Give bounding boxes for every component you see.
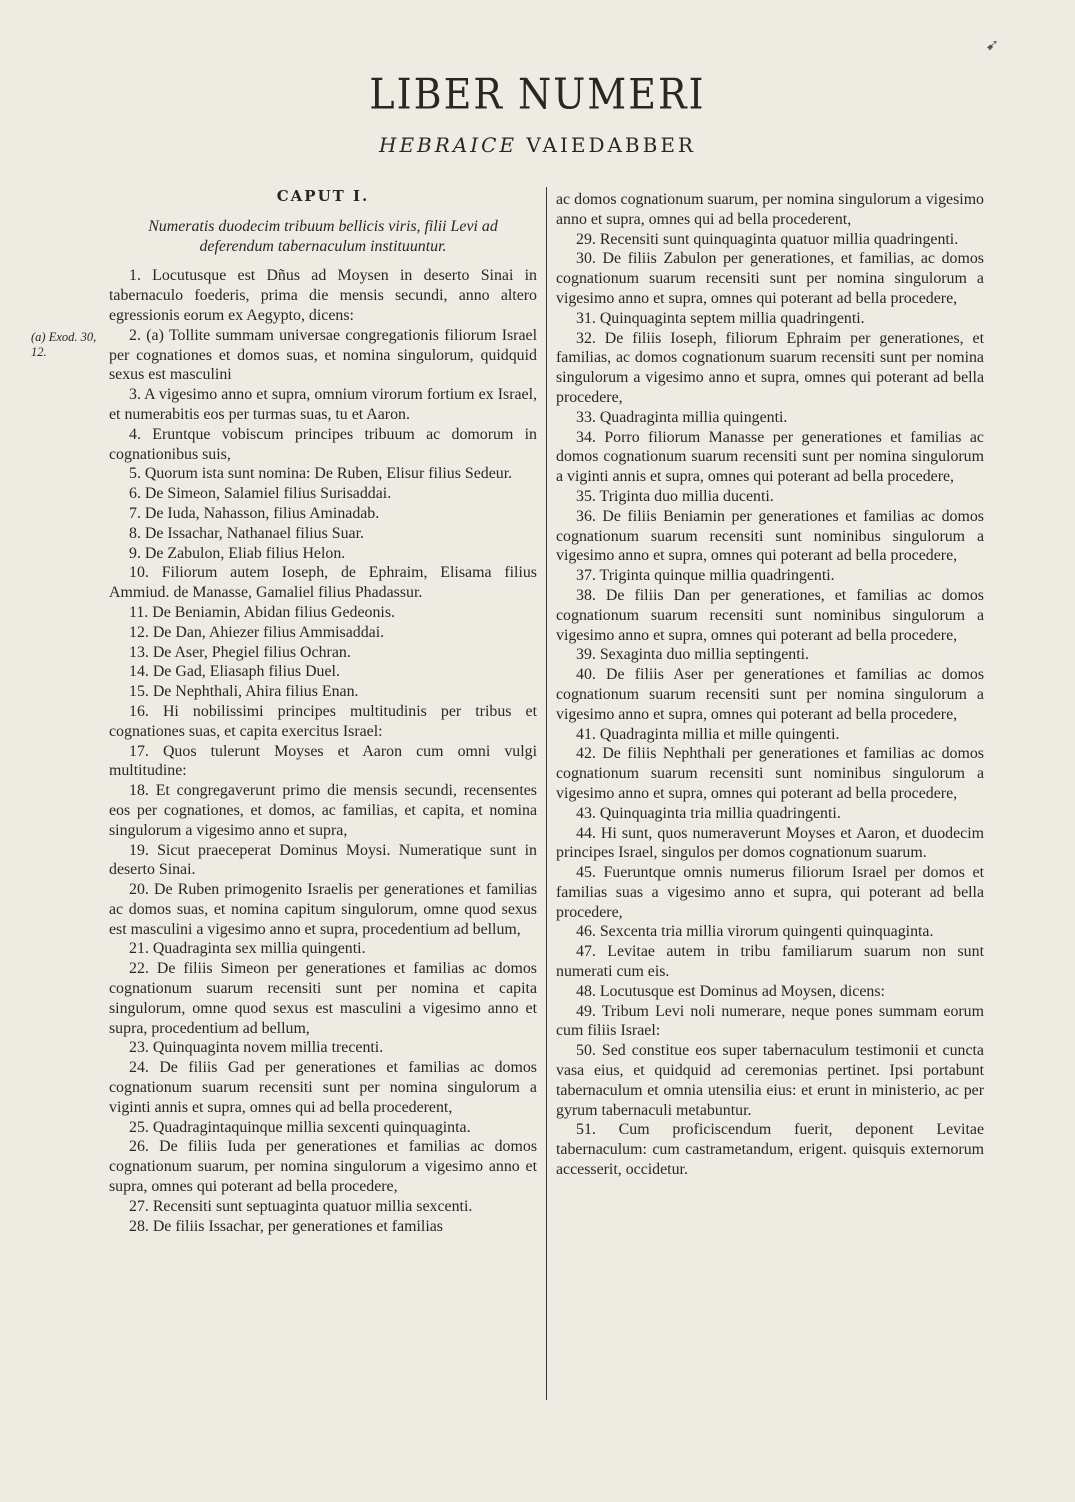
left-column-body [109,266,537,1236]
verse-paragraph: 6. De Simeon, Salamiel filius Surisaddai. [129,485,392,503]
verse-paragraph: 38. De filiis Dan per generationes, et familias ac domos cognationum suarum recensiti sunt nominibus singulorum a vigesimo anno et supra, omnes qui poterant ad bella procedere, [556,586,984,644]
verse-paragraph: 34. Porro filiorum Manasse per generationes et familias ac domos cognationum suarum recensiti sunt per nomina singulorum a viginti annis et supra, omnes qui poterant ad bella procedere, [556,428,984,486]
corner-mark: ➹ [985,35,999,54]
verse-paragraph: 18. Et congregaverunt primo die mensis secundi, recensentes eos per cognationes, et domos, ac familias, et capita, et nomina singulorum a vigesimo anno et supra, [109,782,537,839]
verse-paragraph: 40. De filiis Aser per generationes et familias ac domos cognationum suarum recensiti sunt per nomina singulorum a vigesimo anno et supra, omnes qui poterant ad bella procedere, [556,666,984,723]
chapter-heading: CAPUT I. [276,187,370,205]
verse-paragraph: 25. Quadragintaquinque millia sexcenti quinquaginta. [129,1118,471,1136]
verse-paragraph: 5. Quorum ista sunt nomina: De Ruben, Elisur filius Sedeur. [129,465,513,483]
right-column-body [556,190,984,1180]
verse-paragraph: 9. De Zabulon, Eliab filius Helon. [129,544,346,562]
verse-paragraph: 8. De Issachar, Nathanael filius Suar. [129,524,364,542]
book-title: LIBER NUMERI [369,69,706,119]
margin-note: (a) Exod. 30, 12. [31,330,97,359]
verse-paragraph: 42. De filiis Nephthali per generationes et familias ac domos cognationum suarum recensiti sunt nominibus singulorum a vigesimo anno et supra, omnes qui poterant ad bella procedere, [556,745,984,802]
verse-paragraph: 2. (a) Tollite summam universae congregationis filiorum Israel per cognationes et domos suas, et nomina singulorum, quidquid sexus est masculini [109,326,537,384]
verse-paragraph: 50. Sed constitue eos super tabernaculum testimonii et cuncta vasa eius, et quidquid ad ceremonias pertinet. Ipsi portabunt tabernaculum et omnia utensilia eius: et erunt in ministerio, ac per gyrum tabernaculi metabuntur. [556,1042,984,1119]
verse-paragraph: 28. De filiis Issachar, per generationes et familias [129,1217,443,1235]
verse-paragraph: 19. Sicut praeceperat Dominus Moysi. Numeratique sunt in deserto Sinai. [109,841,537,879]
subtitle-word: VAIEDABBER [526,133,696,157]
verse-paragraph: 33. Quadraginta millia quingenti. [576,408,788,426]
verse-paragraph: 29. Recensiti sunt quinquaginta quatuor millia quadringenti. [576,230,959,248]
verse-paragraph: 49. Tribum Levi noli numerare, neque pones summam eorum cum filiis Israel: [556,1002,984,1040]
verse-paragraph: 47. Levitae autem in tribu familiarum suarum non sunt numerati cum eis. [556,943,984,981]
verse-paragraph: 11. De Beniamin, Abidan filius Gedeonis. [129,603,395,621]
verse-paragraph: 4. Eruntque vobiscum principes tribuum ac domorum in cognationibus suis, [109,425,537,463]
verse-paragraph: 48. Locutusque est Dominus ad Moysen, dicens: [576,982,885,1000]
verse-paragraph: 23. Quinquaginta novem millia trecenti. [129,1039,384,1057]
verse-paragraph: 35. Triginta duo millia ducenti. [576,487,774,505]
column-divider [546,187,547,1400]
book-subtitle [0,133,1075,157]
verse-paragraph: 31. Quinquaginta septem millia quadringenti. [576,309,865,327]
verse-paragraph: 45. Fueruntque omnis numerus filiorum Israel per domos et familias suas a vigesimo anno et supra, qui poterant ad bella procedere, [556,864,984,921]
right-column [556,190,984,1180]
verse-paragraph: 10. Filiorum autem Ioseph, de Ephraim, Elisama filius Ammiud. de Manasse, Gamaliel filius Phadassur. [109,564,537,602]
verse-paragraph: 12. De Dan, Ahiezer filius Ammisaddai. [129,623,385,641]
verse-paragraph: 13. De Aser, Phegiel filius Ochran. [129,643,351,661]
left-column [109,187,537,1236]
verse-paragraph: 36. De filiis Beniamin per generationes et familias ac domos cognationum suarum recensiti sunt nominibus singulorum a vigesimo anno et supra, omnes qui poterant ad bella procedere, [556,507,984,565]
verse-paragraph: 15. De Nephthali, Ahira filius Enan. [129,683,359,701]
verse-paragraph: 43. Quinquaginta tria millia quadringenti. [576,804,841,822]
verse-paragraph: 32. De filiis Ioseph, filiorum Ephraim per generationes, et familias, ac domos cognationum suarum recensiti sunt per nomina singulorum a vigesimo anno et supra, omnes qui poterant ad bella procedere, [556,329,984,406]
verse-paragraph: 39. Sexaginta duo millia septingenti. [576,646,810,664]
verse-paragraph: 3. A vigesimo anno et supra, omnium virorum fortium ex Israel, et numerabitis eos per turmas suas, tu et Aaron. [109,386,537,423]
verse-paragraph: 17. Quos tulerunt Moyses et Aaron cum omni vulgi multitudine: [109,742,537,780]
verse-paragraph: 37. Triginta quinque millia quadringenti. [576,567,835,585]
verse-paragraph: 7. De Iuda, Nahasson, filius Aminadab. [129,504,380,522]
verse-paragraph: 51. Cum proficiscendum fuerit, deponent Levitae tabernaculum: cum castrametandum, erigent. quisquis externorum accesserit, occidetur. [556,1121,984,1179]
verse-paragraph: 41. Quadraginta millia et mille quingenti. [576,725,840,743]
verse-paragraph: 27. Recensiti sunt septuaginta quatuor millia sexcenti. [129,1197,473,1215]
verse-paragraph: 44. Hi sunt, quos numeraverunt Moyses et Aaron, et duodecim principes Israel, singulos per domos cognationum suarum. [556,824,984,862]
chapter-summary: Numeratis duodecim tribuum bellicis viris, filii Levi ad deferendum tabernaculum instituuntur. [148,217,498,255]
verse-paragraph: 20. De Ruben primogenito Israelis per generationes et familias ac domos suas, et nomina capitum singulorum, omne quod sexus est masculini a vigesimo anno et supra, procedentium ad bellum, [109,881,537,938]
verse-paragraph: ac domos cognationum suarum, per nomina singulorum a vigesimo anno et supra, omnes qui ad bella procederent, [556,191,984,228]
verse-paragraph: 26. De filiis Iuda per generationes et familias ac domos cognationum suarum, per nomina singulorum a vigesimo anno et supra, omnes qui poterant ad bella procedere, [109,1138,537,1196]
verse-paragraph: 16. Hi nobilissimi principes multitudinis per tribus et cognationes suas, et capita exercitus Israel: [109,702,537,740]
verse-paragraph: 46. Sexcenta tria millia virorum quingenti quinquaginta. [576,923,934,941]
verse-paragraph: 24. De filiis Gad per generationes et familias ac domos cognationum suarum recensiti sunt per nomina singulorum a viginti annis et supra, omnes qui ad bella procederent, [109,1059,537,1116]
subtitle-prefix: HEBRAICE [379,133,518,157]
verse-paragraph: 1. Locutusque est Dñus ad Moysen in deserto Sinai in tabernaculo foederis, prima die mensis secundi, anno altero egressionis eorum ex Aegypto, dicens: [109,267,537,324]
verse-paragraph: 22. De filiis Simeon per generationes et familias ac domos cognationum suarum recensiti sunt per nomina et capita singulorum, omne quod sexus est masculini a vigesimo anno et supra, procedentium ad bellum, [109,960,537,1037]
verse-paragraph: 21. Quadraginta sex millia quingenti. [129,940,366,958]
verse-paragraph: 14. De Gad, Eliasaph filius Duel. [129,663,340,681]
verse-paragraph: 30. De filiis Zabulon per generationes, et familias, ac domos cognationum suarum recensiti sunt per nomina singulorum a vigesimo anno et supra, omnes qui poterant ad bella procedere, [556,250,984,307]
